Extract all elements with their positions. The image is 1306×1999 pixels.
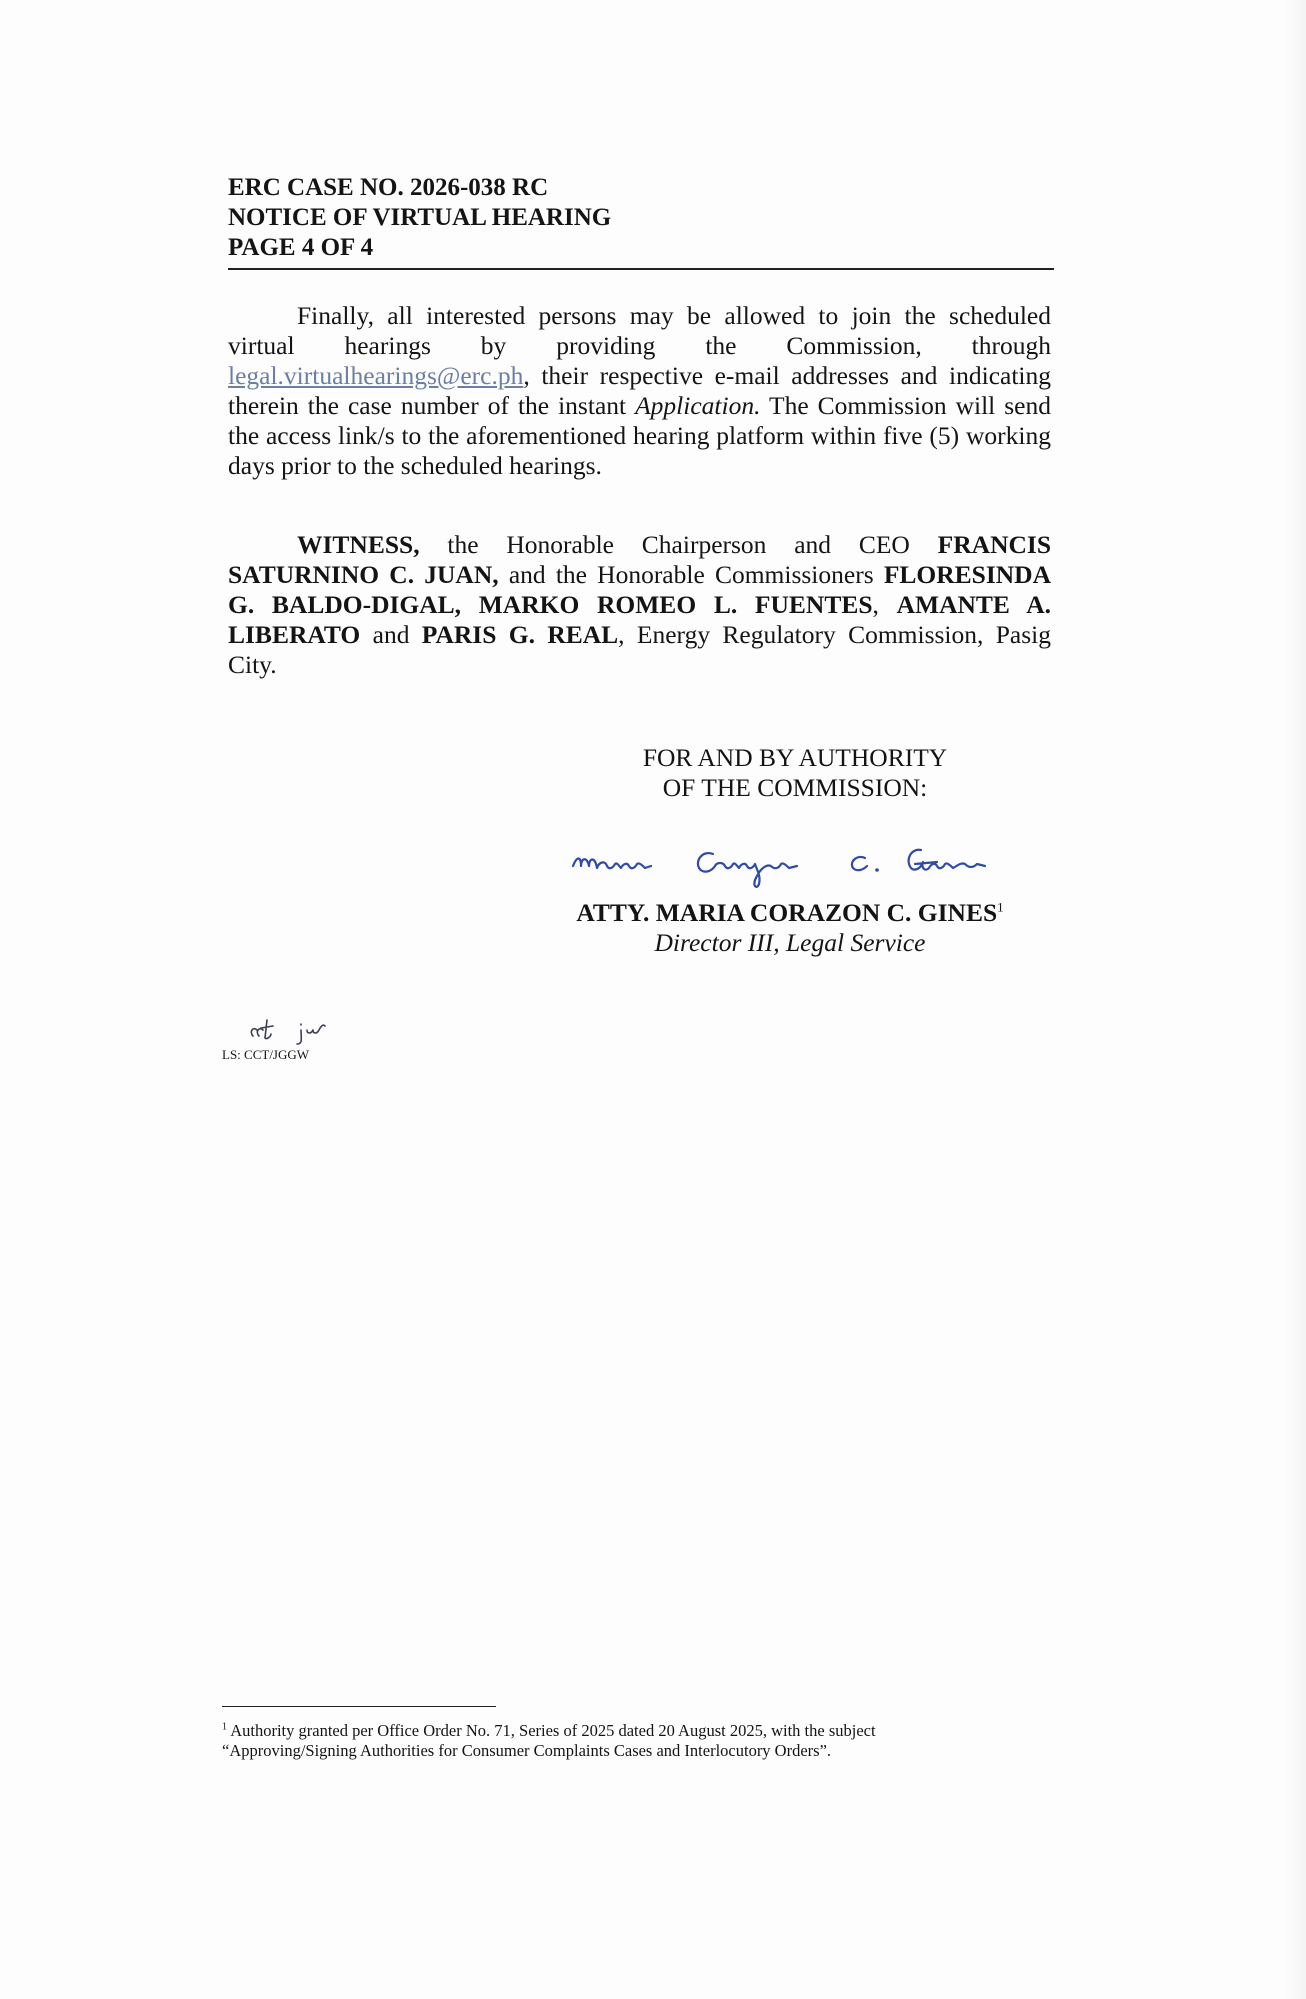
footnote-mark: 1: [222, 1721, 227, 1733]
page-label: PAGE 4 OF 4: [228, 234, 374, 261]
witness-text-6: , Energy Regulatory Commission, Pasig City.: [228, 620, 1051, 679]
witness-text-4: ,: [872, 590, 897, 619]
witness-word: WITNESS,: [297, 530, 420, 559]
signatory-block: [510, 898, 1070, 958]
header-divider: [228, 268, 1054, 270]
signature-stroke-maria: [573, 859, 651, 869]
signature-stroke-corazon: [698, 853, 797, 887]
page-edge-shadow: [1284, 0, 1306, 1999]
handwritten-initials: [245, 1014, 345, 1046]
authority-block: [560, 743, 1030, 803]
handwritten-signature: [565, 836, 1055, 896]
chairperson-name: FRANCIS SATURNINO C. JUAN,: [228, 530, 1051, 589]
footnote-line-1: [222, 1721, 1058, 1741]
application-word: Application.: [635, 391, 761, 420]
email-link[interactable]: legal.virtualhearings@erc.ph: [228, 361, 524, 390]
signatory-name-text: ATTY. MARIA CORAZON C. GINES: [576, 898, 998, 927]
para1-text-start: Finally, all interested persons may be allowed to join the scheduled virtual hearings by providing the Commission, through: [228, 301, 1051, 360]
commissioner-fuentes: MARKO ROMEO L. FUENTES: [478, 590, 873, 619]
authority-line-2: OF THE COMMISSION:: [662, 773, 928, 802]
initials-stroke-jgw: [297, 1024, 325, 1044]
initials-stroke-cct: [251, 1020, 273, 1039]
signatory-title: Director III, Legal Service: [654, 928, 926, 957]
paragraph-witness: [228, 530, 1051, 680]
signature-stroke-initial-c: [852, 857, 867, 870]
signature-stroke-gines: [909, 850, 985, 870]
document-header: [228, 173, 1054, 263]
commissioner-real: PARIS G. REAL: [421, 620, 619, 649]
footnote-divider: [222, 1706, 496, 1707]
footnote: [222, 1721, 1058, 1761]
commissioner-liberato: AMANTE A. LIBERATO: [228, 590, 1051, 649]
witness-text-3: [461, 590, 479, 619]
witness-text-5: and: [360, 620, 422, 649]
witness-text-1: the Honorable Chairperson and CEO: [419, 530, 938, 559]
notice-title: NOTICE OF VIRTUAL HEARING: [228, 204, 612, 231]
paragraph-virtual-hearing-access: [228, 301, 1051, 481]
para1-text-end: The Commission will send the access link/s to the aforementioned hearing platform within five (5) working days prior to the scheduled hearings.: [228, 391, 1051, 480]
para1-text-middle: , their respective e-mail addresses and indicating therein the case number of the instant: [228, 361, 1051, 420]
signatory-footnote-mark: 1: [997, 899, 1004, 915]
commissioner-baldo-digal: FLORESINDA G. BALDO-DIGAL,: [228, 560, 1052, 619]
signature-dot: [875, 868, 879, 872]
ls-reference: LS: CCT/JGGW: [222, 1047, 310, 1062]
footnote-line-2: “Approving/Signing Authorities for Consumer Complaints Cases and Interlocutory Orders”.: [222, 1741, 832, 1760]
witness-text-2: and the Honorable Commissioners: [498, 560, 884, 589]
signatory-name: [510, 898, 1070, 928]
authority-line-1: FOR AND BY AUTHORITY: [642, 743, 948, 772]
footnote-text-1: Authority granted per Office Order No. 71, Series of 2025 dated 20 August 2025, with the subject: [227, 1721, 876, 1740]
case-number: ERC CASE NO. 2026-038 RC: [228, 174, 549, 201]
